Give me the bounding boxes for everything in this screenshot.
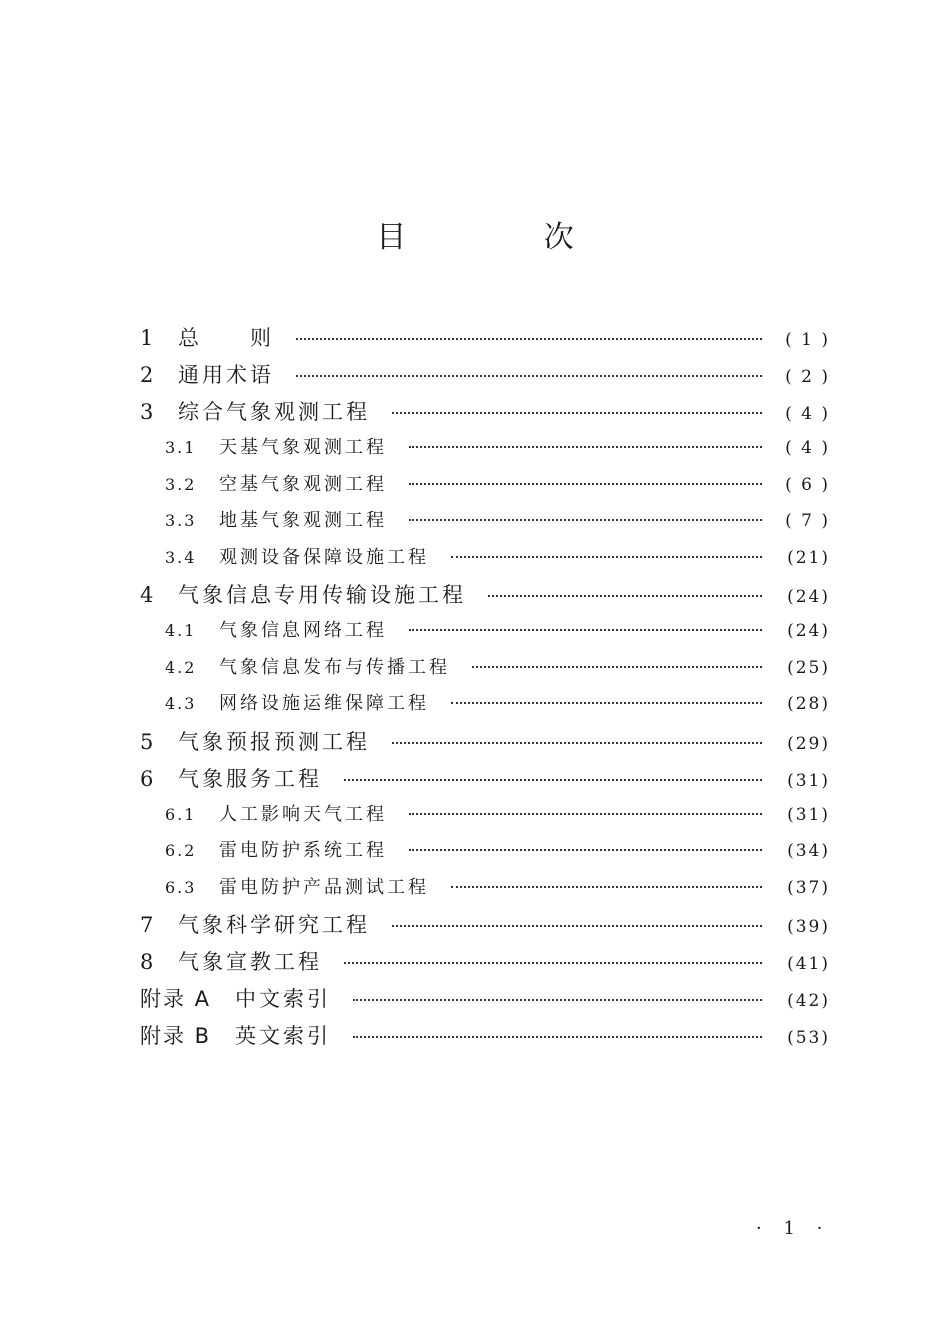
toc-entry-number: 6: [140, 766, 154, 791]
toc-entry-page: (31): [787, 804, 830, 825]
toc-leader-dots: [392, 742, 762, 744]
toc-entry-label: 天基气象观测工程: [219, 437, 387, 458]
table-of-contents: [140, 322, 830, 1057]
toc-entry[interactable]: [140, 579, 830, 616]
toc-entry-number: 3.2: [165, 474, 197, 494]
toc-entry-page: ( 1 ): [785, 330, 830, 350]
toc-entry-label: 雷电防护系统工程: [219, 840, 387, 861]
toc-entry-label: 综合气象观测工程: [178, 400, 370, 424]
toc-entry-label: 地基气象观测工程: [219, 510, 387, 531]
toc-entry-label: 人工影响天气工程: [219, 803, 387, 825]
toc-entry[interactable]: [140, 506, 830, 543]
toc-leader-dots: [353, 999, 762, 1001]
toc-entry-number: 6.1: [165, 804, 197, 824]
toc-entry-page: (24): [787, 621, 830, 641]
toc-entry-number: 附录 B: [140, 1024, 212, 1048]
toc-leader-dots: [344, 962, 762, 964]
toc-leader-dots: [409, 446, 762, 448]
toc-leader-dots: [451, 886, 762, 888]
toc-entry-label: 气象信息网络工程: [219, 620, 387, 641]
toc-leader-dots: [451, 702, 762, 704]
toc-entry-number: 3: [140, 400, 154, 424]
toc-leader-dots: [353, 1036, 762, 1038]
toc-entry[interactable]: [140, 909, 830, 946]
toc-entry[interactable]: [140, 433, 830, 470]
toc-entry-label: 气象信息发布与传播工程: [219, 656, 450, 678]
toc-entry-label: 通用术语: [178, 363, 274, 387]
toc-entry-page: (53): [787, 1028, 830, 1048]
toc-entry-page: (31): [787, 770, 830, 791]
toc-leader-dots: [409, 813, 762, 815]
toc-entry-page: (29): [787, 733, 830, 754]
toc-leader-dots: [409, 519, 762, 521]
toc-entry-label: 气象宣教工程: [178, 950, 322, 974]
toc-entry-label: 空基气象观测工程: [219, 473, 387, 495]
toc-entry-page: (21): [787, 547, 830, 568]
toc-entry-number: 6.2: [165, 841, 197, 860]
toc-entry[interactable]: [140, 763, 830, 800]
toc-entry-number: 4: [140, 583, 154, 607]
toc-entry-page: ( 4 ): [785, 404, 830, 424]
toc-entry-page: (25): [787, 657, 830, 678]
toc-entry-label: 英文索引: [235, 1024, 331, 1048]
toc-entry-page: ( 7 ): [785, 511, 830, 531]
toc-leader-dots: [409, 629, 762, 631]
toc-entry-label: 气象预报预测工程: [178, 729, 370, 754]
toc-entry-label: 气象科学研究工程: [178, 913, 370, 937]
toc-entry[interactable]: [140, 800, 830, 837]
toc-entry[interactable]: [140, 1020, 830, 1057]
toc-entry-label: 雷电防护产品测试工程: [219, 876, 429, 898]
toc-entry-page: (24): [787, 587, 830, 607]
toc-entry-page: (28): [787, 694, 830, 714]
toc-entry-page: (34): [787, 841, 830, 861]
toc-entry[interactable]: [140, 616, 830, 653]
toc-entry-number: 3.1: [165, 438, 197, 457]
toc-entry-page: ( 6 ): [785, 474, 830, 495]
toc-entry[interactable]: [140, 726, 830, 763]
toc-leader-dots: [296, 338, 762, 340]
toc-leader-dots: [344, 779, 762, 781]
toc-entry-number: 附录 A: [140, 987, 212, 1011]
toc-entry-number: 4.2: [165, 657, 197, 677]
toc-entry-number: 5: [140, 729, 154, 754]
toc-leader-dots: [451, 556, 762, 558]
toc-entry-label: 气象服务工程: [178, 766, 322, 791]
toc-entry[interactable]: [140, 396, 830, 433]
toc-leader-dots: [409, 849, 762, 851]
toc-leader-dots: [488, 595, 762, 597]
toc-entry-page: (42): [787, 991, 830, 1011]
toc-entry[interactable]: [140, 359, 830, 396]
toc-leader-dots: [472, 666, 762, 668]
toc-entry-number: 7: [140, 913, 154, 937]
toc-entry[interactable]: [140, 322, 830, 359]
toc-entry-page: (41): [787, 954, 830, 974]
toc-entry-label: 观测设备保障设施工程: [219, 546, 429, 568]
toc-entry[interactable]: [140, 946, 830, 983]
page-number-footer: · 1 ·: [756, 1218, 831, 1239]
toc-entry-number: 3.4: [165, 547, 197, 567]
toc-entry-page: ( 4 ): [785, 438, 830, 458]
toc-leader-dots: [409, 483, 762, 485]
toc-entry[interactable]: [140, 836, 830, 873]
toc-entry-label: 中文索引: [235, 987, 331, 1011]
toc-entry-label: 网络设施运维保障工程: [219, 693, 429, 714]
toc-entry-label: 气象信息专用传输设施工程: [178, 583, 466, 607]
toc-entry[interactable]: [140, 873, 830, 910]
toc-entry-number: 3.3: [165, 511, 197, 530]
toc-entry-page: (39): [787, 917, 830, 937]
toc-entry-page: (37): [787, 877, 830, 898]
toc-entry[interactable]: [140, 470, 830, 507]
toc-entry[interactable]: [140, 543, 830, 580]
toc-entry-number: 6.3: [165, 877, 197, 897]
toc-leader-dots: [296, 375, 762, 377]
toc-entry[interactable]: [140, 983, 830, 1020]
toc-entry-number: 4.3: [165, 694, 197, 713]
toc-entry[interactable]: [140, 689, 830, 726]
toc-entry[interactable]: [140, 653, 830, 690]
toc-leader-dots: [392, 925, 762, 927]
toc-entry-number: 4.1: [165, 621, 197, 640]
page-title: 目 次: [376, 220, 638, 255]
toc-leader-dots: [392, 412, 762, 414]
toc-entry-page: ( 2 ): [785, 367, 830, 387]
toc-entry-label: 总 则: [178, 326, 274, 350]
toc-entry-number: 8: [140, 950, 154, 974]
toc-entry-number: 2: [140, 363, 154, 387]
toc-entry-number: 1: [140, 326, 154, 350]
